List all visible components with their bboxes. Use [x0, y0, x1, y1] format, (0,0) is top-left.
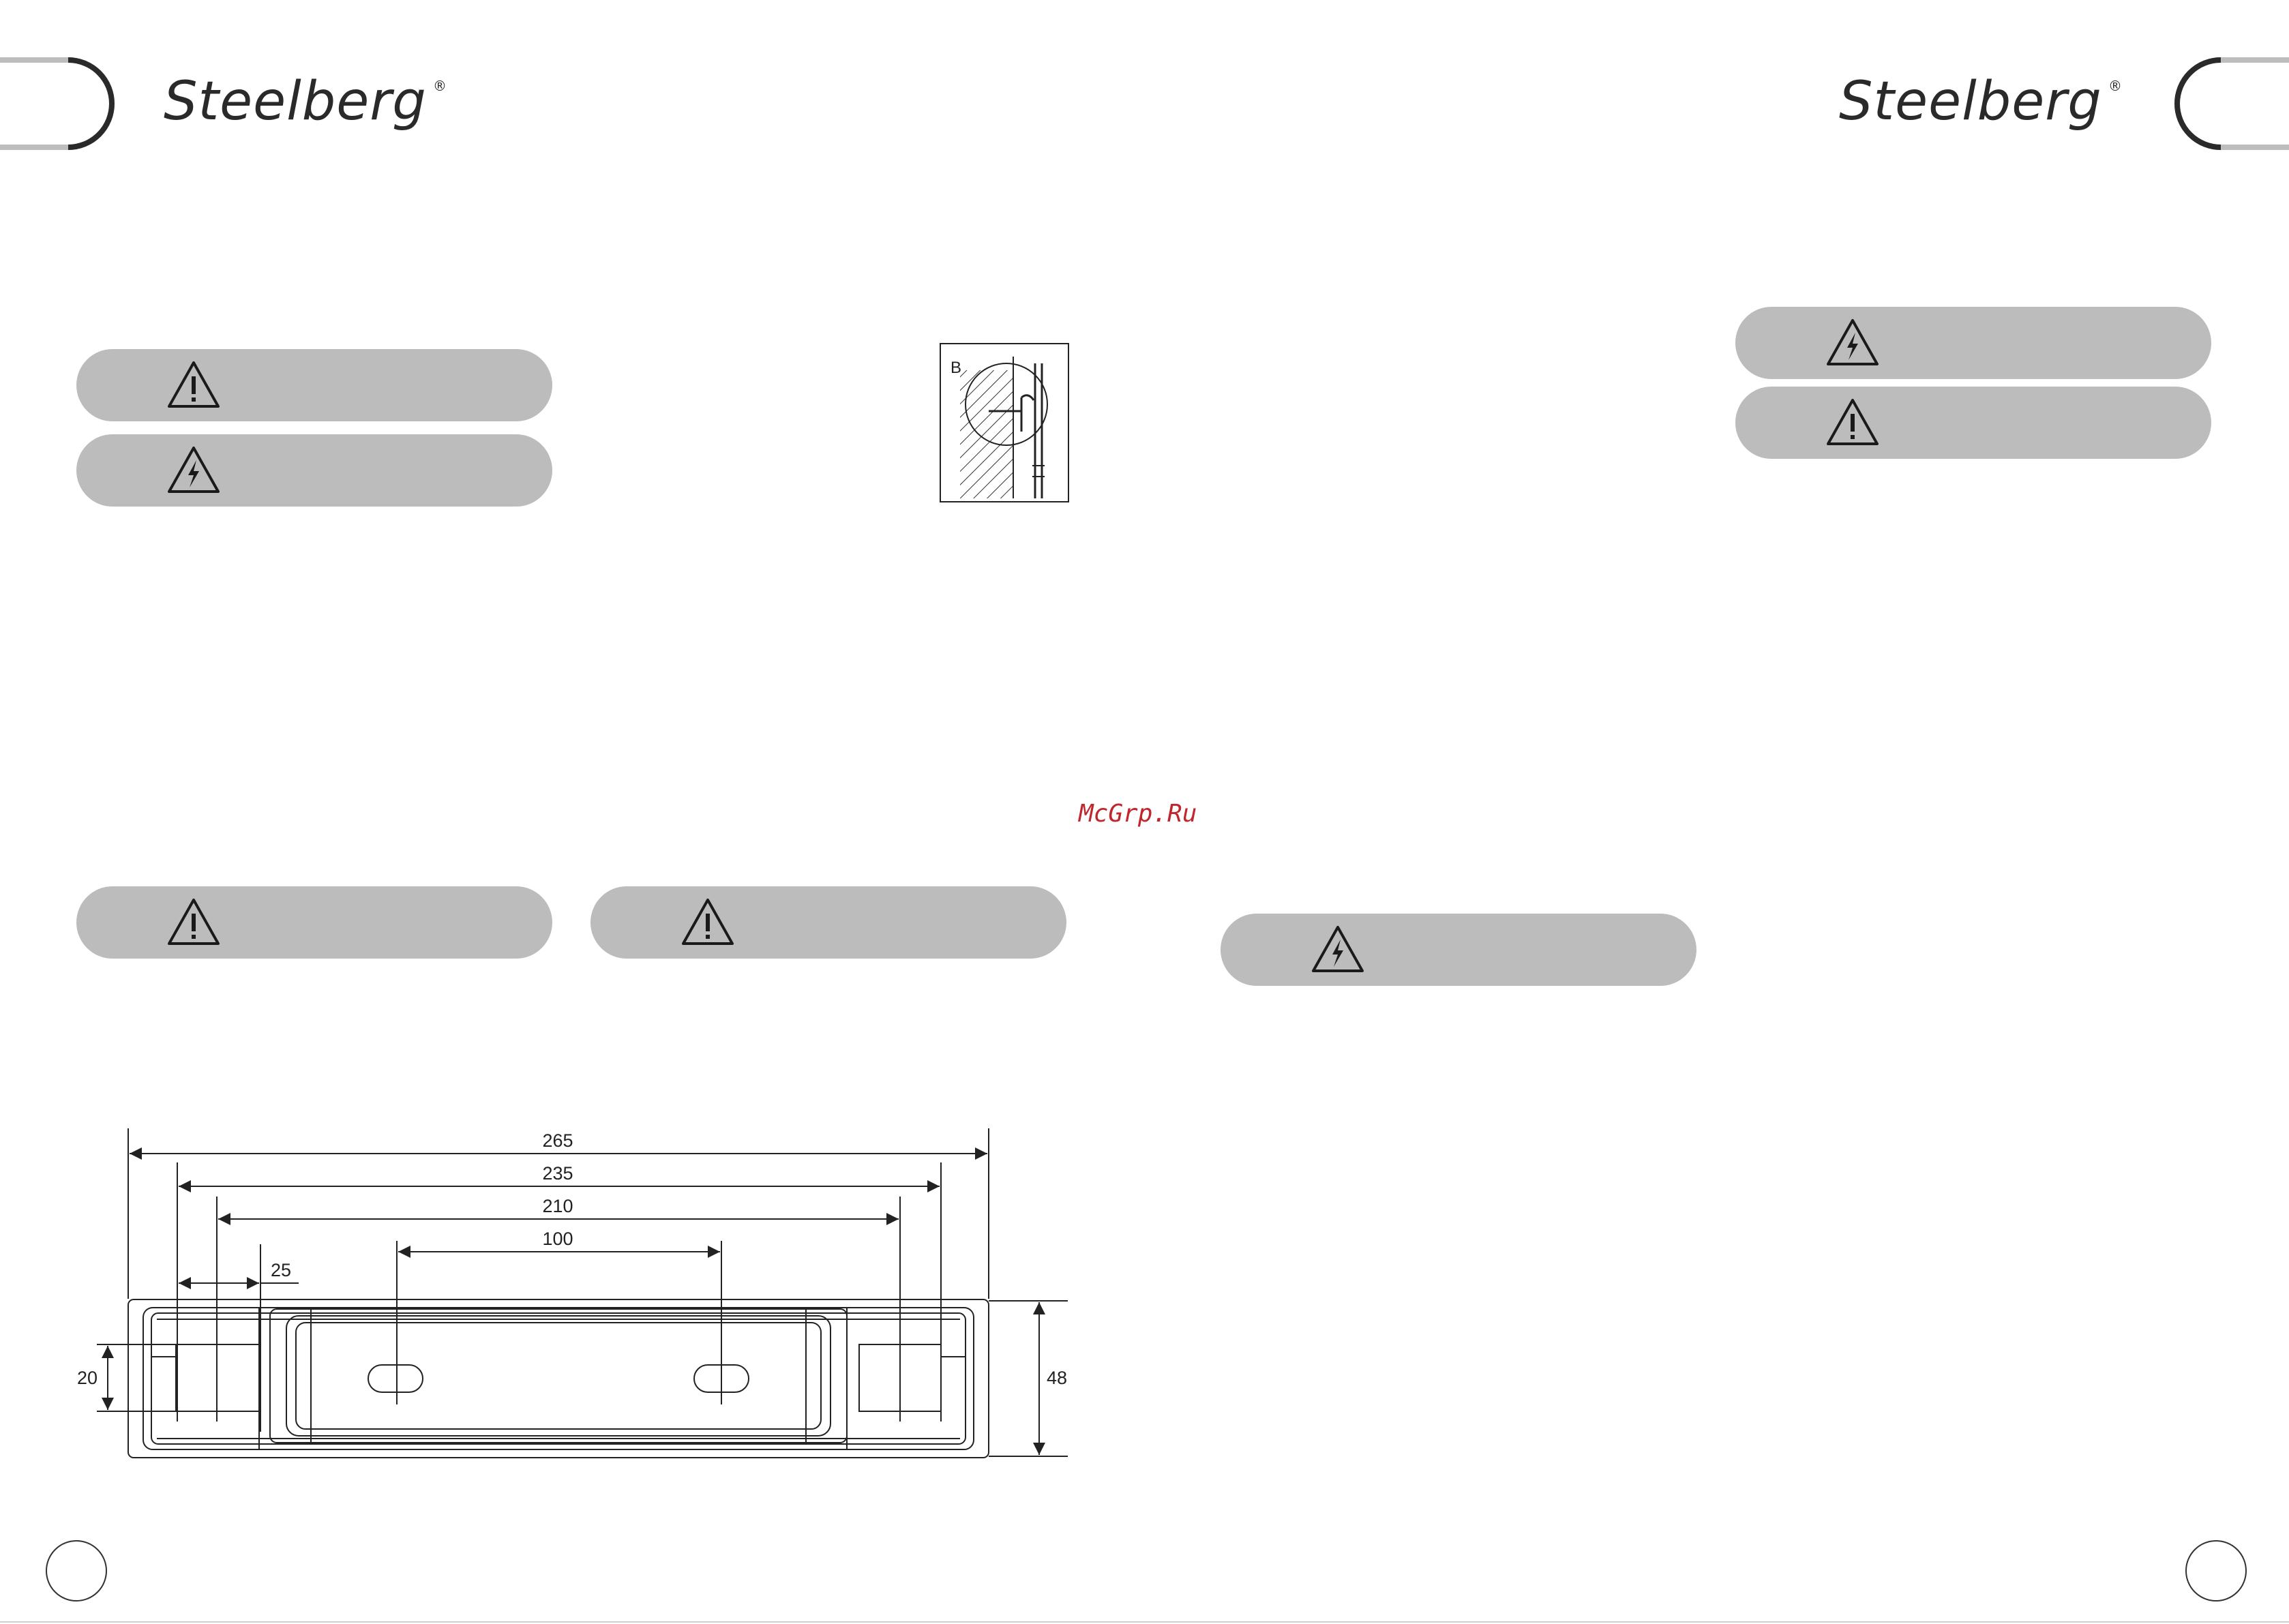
warning-triangle-icon — [680, 896, 735, 948]
page-tab-right — [2166, 57, 2289, 150]
figure-b-label: B — [951, 359, 962, 377]
brand-name: Steelberg — [1839, 71, 2102, 132]
electric-warning-banner — [1735, 307, 2211, 379]
warning-triangle-icon — [166, 896, 221, 948]
bracket-dimension-drawing — [61, 1118, 1098, 1486]
figure-b-detail — [940, 343, 1069, 502]
electric-hazard-icon — [1311, 923, 1365, 975]
electric-warning-banner — [76, 434, 552, 507]
warning-banner — [590, 886, 1066, 959]
page-number-left — [44, 1538, 109, 1604]
warning-triangle-icon — [1825, 396, 1880, 448]
registered-mark: ® — [2108, 78, 2122, 94]
dim-label-235: 235 — [542, 1163, 573, 1184]
watermark: McGrp.Ru — [1079, 800, 1197, 828]
page-tab-left — [0, 57, 123, 150]
brand-name: Steelberg — [164, 71, 427, 132]
dim-label-265: 265 — [542, 1130, 573, 1151]
electric-hazard-icon — [1825, 316, 1880, 368]
warning-banner — [76, 349, 552, 421]
electric-hazard-icon — [166, 444, 221, 496]
bottom-rule — [0, 1621, 2289, 1623]
dim-label-210: 210 — [542, 1196, 573, 1216]
page-number-right — [2183, 1538, 2249, 1604]
warning-triangle-icon — [166, 359, 221, 410]
warning-banner — [1735, 387, 2211, 459]
dim-label-48: 48 — [1046, 1368, 1068, 1388]
dim-label-20: 20 — [76, 1368, 98, 1388]
registered-mark: ® — [433, 78, 447, 94]
dim-label-100: 100 — [542, 1229, 573, 1249]
electric-warning-banner — [1221, 914, 1696, 986]
warning-banner — [76, 886, 552, 959]
dim-label-25: 25 — [270, 1260, 292, 1280]
